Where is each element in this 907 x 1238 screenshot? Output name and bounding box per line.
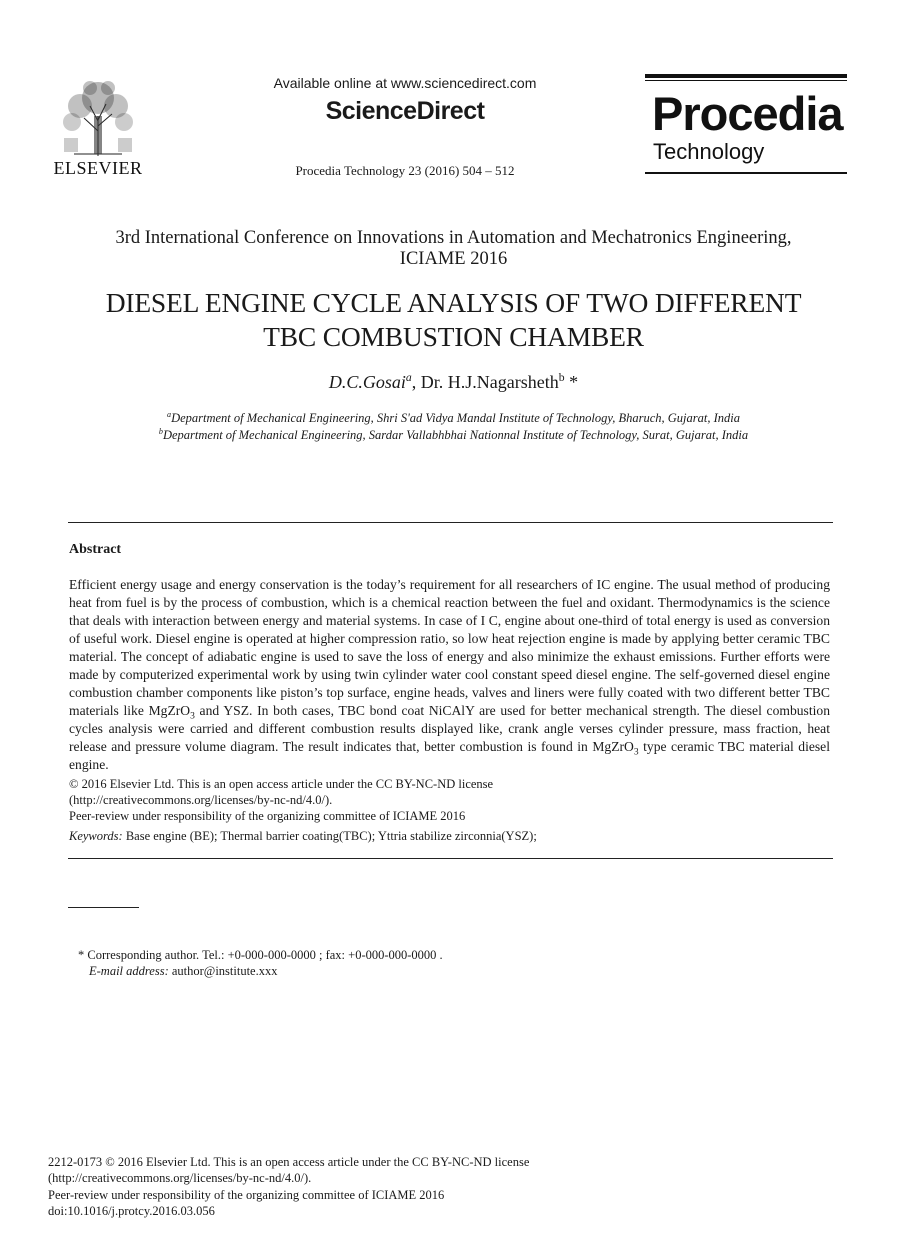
elsevier-tree-icon — [54, 76, 142, 158]
elsevier-wordmark: ELSEVIER — [53, 158, 143, 178]
copyright-notice — [69, 776, 830, 824]
email-note — [89, 963, 277, 979]
author-2-affiliation-mark: b — [558, 371, 565, 384]
title-line-1: DIESEL ENGINE CYCLE ANALYSIS OF TWO DIFFERENT — [105, 287, 802, 318]
abstract-bottom-rule — [68, 858, 833, 859]
affiliation-a-text: Department of Mechanical Engineering, Shri S'ad Vidya Mandal Institute of Technology, Bharuch, Gujarat, India — [171, 411, 740, 425]
author-list — [40, 372, 867, 393]
affiliation-b-mark: b — [158, 426, 163, 436]
procedia-logo-top-rule-thin — [645, 80, 847, 81]
bottom-license-link[interactable]: (http://creativecommons.org/licenses/by-nc-nd/4.0/). — [48, 1171, 312, 1185]
keywords-list: Base engine (BE); Thermal barrier coating(TBC); Yttria stabilize zirconnia(YSZ); — [122, 829, 537, 843]
author-2: Dr. H.J.Nagarsheth — [420, 372, 559, 392]
procedia-logo-subtitle: Technology — [653, 139, 765, 164]
author-1-affiliation-mark: a — [405, 371, 412, 384]
affiliation-b-text: Department of Mechanical Engineering, Sardar Vallabhbhai Nationnal Institute of Technology, Surat, Gujarat, India — [162, 428, 749, 442]
procedia-logo-title: Procedia — [652, 87, 843, 140]
abstract-text-1: Efficient energy usage and energy conservation is the today’s requirement for all researchers of IC engine. The usual method of producing heat from fuel is by the process of combustion, which is a chemical reaction between the fuel and oxidant. Thermodynamics is the science that deals with interaction between energy and material systems. In case of I C, engine about one-third of total energy is used as conversion of useful work. Diesel engine is operated at higher compression ratio, so low heat rejection engine is made by applying better ceramic TBC material. The concept of adiabatic engine is used to save the loss of energy and also minimize the exhaust emissions. Further efforts were made by computerized experimental work by using twin cylinder water cool constant speed diesel engine. The self-governed diesel engine combustion chamber components like piston’s top surface, engine heads, valves and liners were fully coated with two different better TBC materials like MgZrO — [69, 577, 830, 718]
conference-line-2: ICIAME 2016 — [399, 249, 508, 269]
email-address[interactable]: author@institute.xxx — [168, 964, 278, 978]
journal-reference: Procedia Technology 23 (2016) 504 – 512 — [295, 163, 515, 178]
abstract-text-2: and YSZ. In both cases, TBC bond coat NiCAlY are used for better mechanical strength. The diesel combustion cycles analysis were carried and different combustion results displayed like, crank angle verses cylinder pressure, mass fraction, heat release and pressure volume diagram. The result indicates that, better combustion is found in MgZrO — [69, 703, 830, 754]
sciencedirect-logo: ScienceDirect — [325, 97, 485, 125]
procedia-logo-top-rule — [645, 74, 847, 78]
author-1: D.C.Gosai — [328, 372, 406, 392]
author-separator: , — [411, 372, 421, 392]
affiliation-a — [40, 411, 867, 426]
abstract-heading: Abstract — [69, 542, 122, 557]
bottom-peer-review: Peer-review under responsibility of the organizing committee of ICIAME 2016 — [48, 1188, 445, 1202]
affiliation-b — [40, 428, 867, 443]
footnote-rule — [68, 907, 139, 908]
email-label: E-mail address: — [89, 964, 169, 978]
license-link[interactable]: (http://creativecommons.org/licenses/by-nc-nd/4.0/). — [69, 793, 333, 807]
keywords-label: Keywords: — [69, 829, 123, 843]
keywords — [69, 828, 830, 844]
affiliation-a-mark: a — [167, 409, 172, 419]
corresponding-author-note: * Corresponding author. Tel.: +0-000-000-0000 ; fax: +0-000-000-0000 . — [78, 948, 443, 962]
available-online-text: Available online at www.sciencedirect.com — [273, 75, 537, 91]
abstract-body — [69, 576, 830, 774]
subscript-2: 3 — [633, 747, 639, 758]
conference-name — [40, 228, 867, 270]
paper-title — [40, 286, 867, 354]
peer-review-notice: Peer-review under responsibility of the organizing committee of ICIAME 2016 — [69, 809, 466, 823]
issn-copyright-line: 2212-0173 © 2016 Elsevier Ltd. This is an open access article under the CC BY-NC-ND license — [48, 1155, 530, 1169]
title-line-2: TBC COMBUSTION CHAMBER — [263, 321, 644, 352]
procedia-logo-bottom-rule — [645, 172, 847, 174]
doi[interactable]: doi:10.1016/j.protcy.2016.03.056 — [48, 1204, 215, 1218]
corresponding-mark: * — [564, 372, 579, 392]
copyright-line: © 2016 Elsevier Ltd. This is an open access article under the CC BY-NC-ND license — [69, 777, 494, 791]
conference-line-1: 3rd International Conference on Innovations in Automation and Mechatronics Engineering, — [115, 228, 792, 248]
abstract-top-rule — [68, 522, 833, 523]
subscript-1: 3 — [190, 711, 195, 722]
abstract-text-3: type ceramic TBC material diesel engine. — [69, 739, 830, 772]
